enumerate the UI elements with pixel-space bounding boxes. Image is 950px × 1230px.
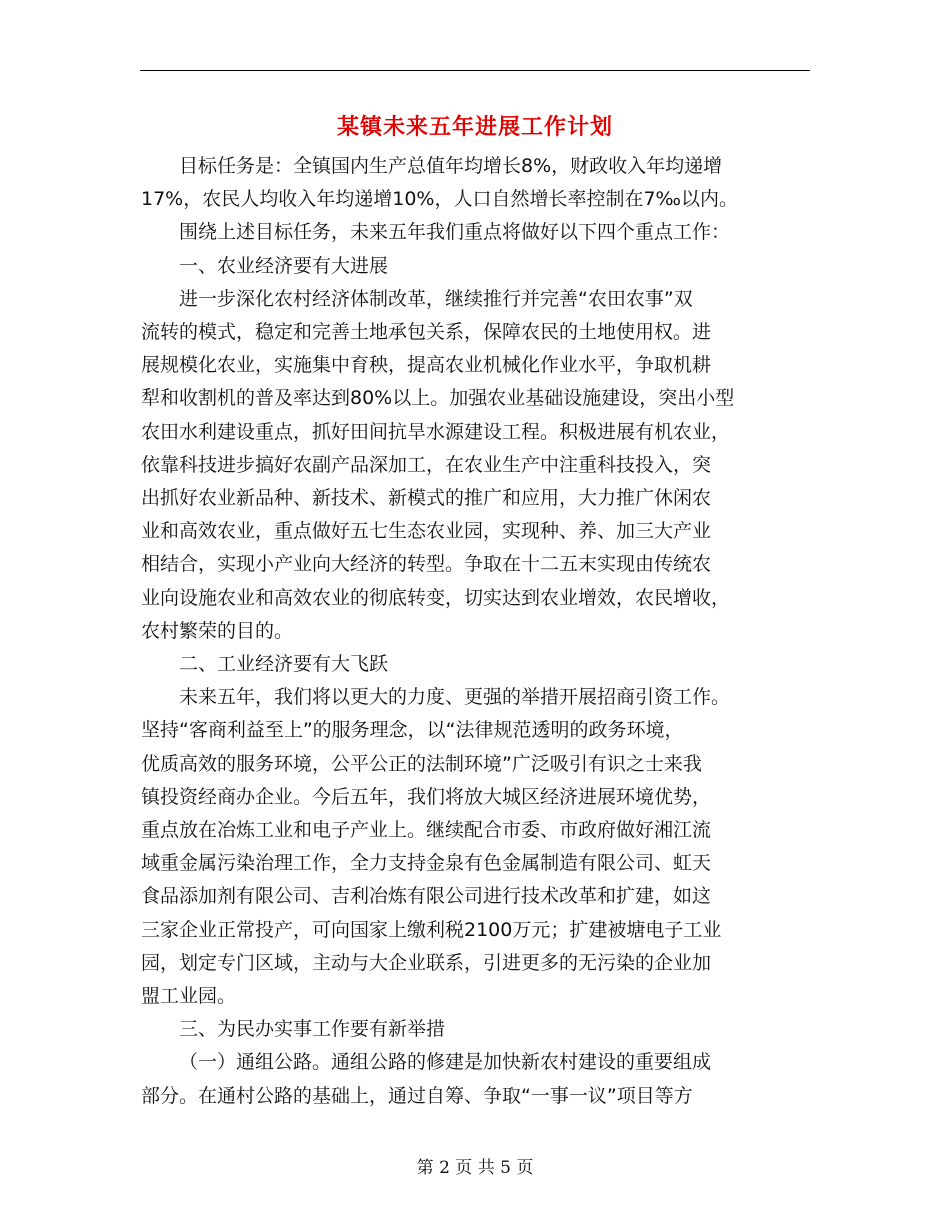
- text-line: 优质高效的服务环境，公平公正的法制环境”广泛吸引有识之士来我: [141, 752, 702, 775]
- paragraph: [141, 1013, 811, 1046]
- text-line: 二、工业经济要有大飞跃: [179, 653, 389, 676]
- text-line: 展规模化农业，实施集中育秧，提高农业机械化作业水平，争取机耕: [141, 354, 712, 377]
- paragraph: [141, 150, 811, 216]
- paragraph: [141, 250, 811, 283]
- text-line: 镇投资经商办企业。今后五年，我们将放大城区经济进展环境优势，: [141, 785, 712, 808]
- paragraph: [141, 648, 811, 681]
- text-line: 坚持“客商利益至上”的服务理念，以“法律规范透明的政务环境，: [141, 719, 684, 742]
- text-line: 一、农业经济要有大进展: [179, 254, 389, 277]
- document-body: [141, 150, 811, 1113]
- text-line: 围绕上述目标任务，未来五年我们重点将做好以下四个重点工作：: [179, 221, 731, 244]
- paragraph: [141, 1046, 811, 1112]
- text-line: 出抓好农业新品种、新技术、新模式的推广和应用，大力推广休闲农: [141, 487, 712, 510]
- text-line: 园，划定专门区域，主动与大企业联系，引进更多的无污染的企业加: [141, 951, 712, 974]
- text-line: 三、为民办实事工作要有新举措: [179, 1018, 446, 1041]
- text-line: 业向设施农业和高效农业的彻底转变，切实达到农业增效，农民增收，: [141, 586, 731, 609]
- text-line: 流转的模式，稳定和完善土地承包关系，保障农民的土地使用权。进: [141, 321, 712, 344]
- text-line: 业和高效农业，重点做好五七生态农业园，实现种、养、加三大产业: [141, 520, 712, 543]
- text-line: 食品添加剂有限公司、吉利冶炼有限公司进行技术改革和扩建，如这: [141, 885, 712, 908]
- text-line: 农村繁荣的目的。: [141, 619, 294, 642]
- paragraph: [141, 216, 811, 249]
- document-title: 某镇未来五年进展工作计划: [336, 115, 613, 140]
- text-line: 域重金属污染治理工作，全力支持金泉有色金属制造有限公司、虹天: [141, 852, 712, 875]
- text-line: 依靠科技进步搞好农副产品深加工，在农业生产中注重科技投入，突: [141, 453, 712, 476]
- text-line: （一）通组公路。通组公路的修建是加快新农村建设的重要组成: [179, 1051, 712, 1074]
- text-line: 部分。在通村公路的基础上，通过自筹、争取“一事一议”项目等方: [141, 1084, 693, 1107]
- text-line: 农田水利建设重点，抓好田间抗旱水源建设工程。积极进展有机农业，: [141, 420, 731, 443]
- text-line: 17%，农民人均收入年均递增10%，人口自然增长率控制在7‰以内。: [141, 188, 739, 211]
- text-line: 三家企业正常投产，可向国家上缴利税2100万元；扩建被塘电子工业: [141, 918, 722, 941]
- text-line: 目标任务是：全镇国内生产总值年均增长8%，财政收入年均递增: [179, 155, 723, 177]
- text-line: 相结合，实现小产业向大经济的转型。争取在十二五末实现由传统农: [141, 553, 712, 576]
- paragraph: [141, 283, 811, 648]
- text-line: 未来五年，我们将以更大的力度、更强的举措开展招商引资工作。: [179, 686, 731, 709]
- page-footer: 第 2 页 共 5 页: [416, 1158, 534, 1178]
- text-line: 犁和收割机的普及率达到80%以上。加强农业基础设施建设，突出小型: [141, 387, 735, 410]
- paragraph: [141, 681, 811, 1013]
- text-line: 重点放在冶炼工业和电子产业上。继续配合市委、市政府做好湘江流: [141, 819, 712, 842]
- text-line: 进一步深化农村经济体制改革，继续推行并完善“农田农事”双: [179, 287, 693, 310]
- text-line: 盟工业园。: [141, 985, 237, 1008]
- header-rule: [140, 70, 810, 71]
